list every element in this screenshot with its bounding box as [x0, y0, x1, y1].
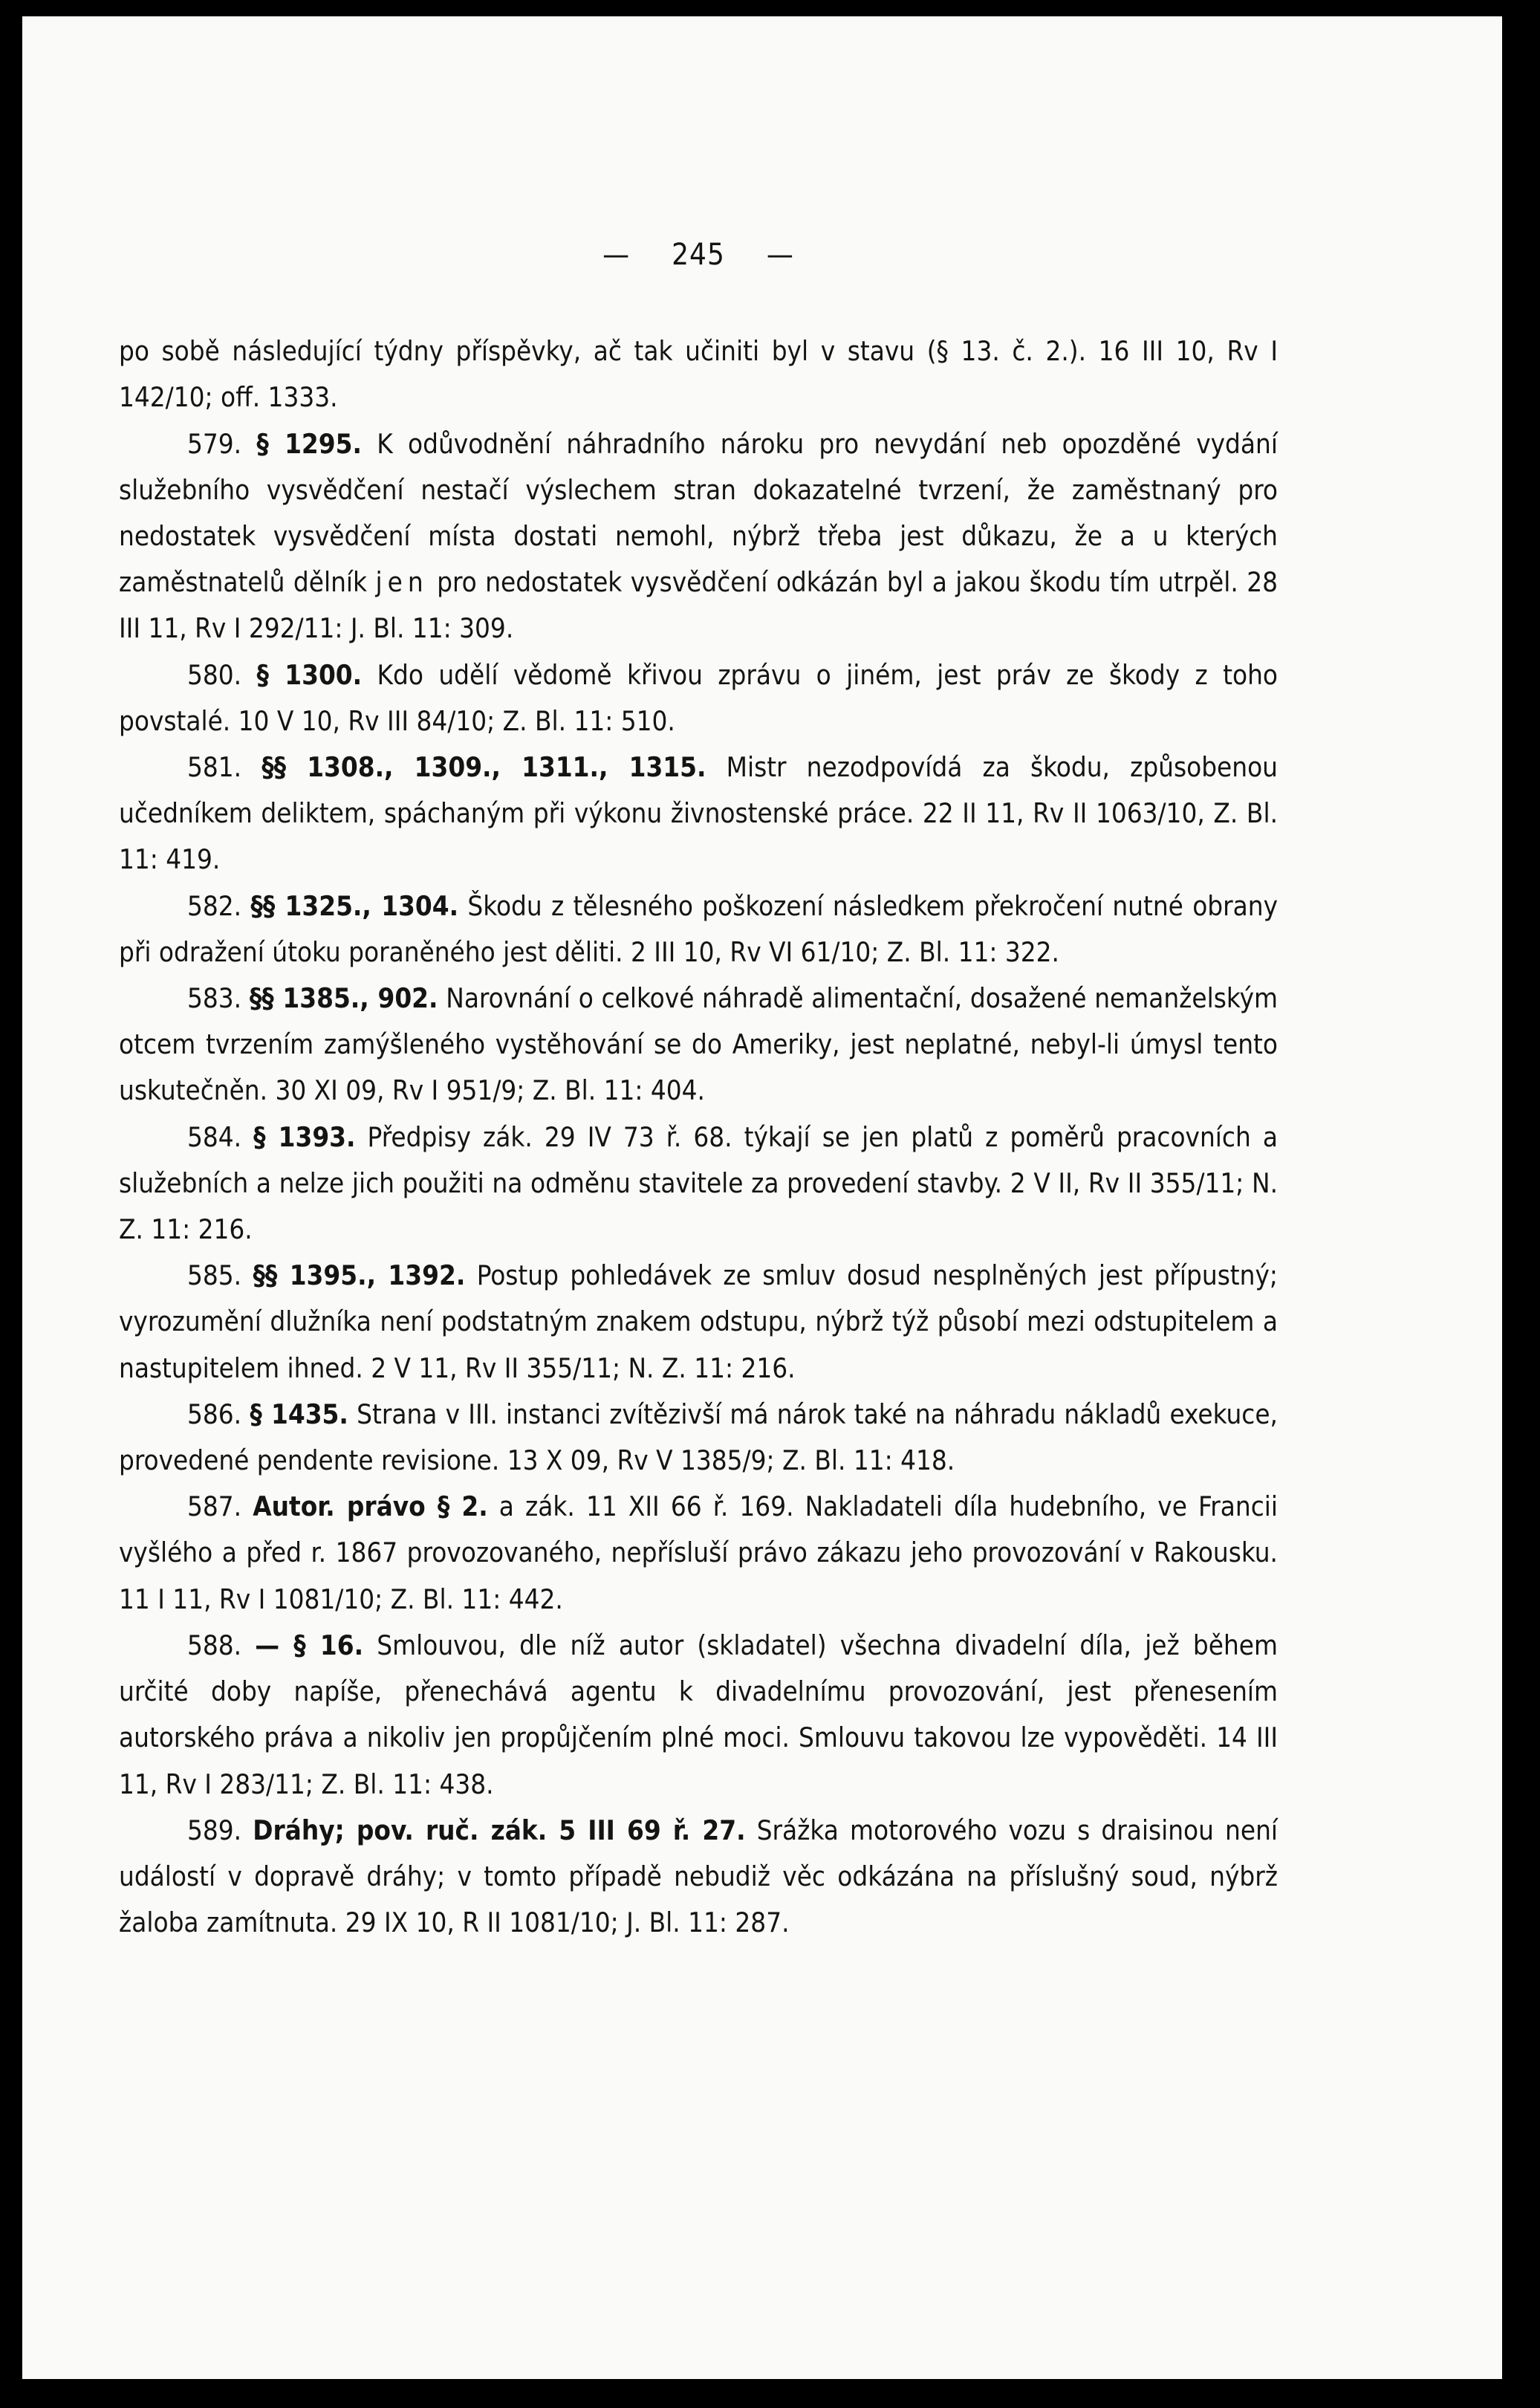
entry-text: a zák. 11 XII 66 ř. 169. Nakladateli díla hudebního, ve Francii vyšlého a před r. 1867 provozovaného, nepřísluší právo zákazu jeho provozování v Rakousku. 11 I 11, Rv I 1081/10; Z. Bl. 11: 442. [119, 1490, 1278, 1615]
entry-number: 586. [187, 1398, 242, 1430]
entry-section: § 1435. [250, 1398, 348, 1430]
entry-section: §§ 1395., 1392. [253, 1259, 466, 1292]
page-header [119, 232, 1278, 278]
entry-text: Smlouvou, dle níž autor (skladatel) všechna divadelní díla, jež během určité doby napíše, přenechává agentu k divadelnímu provozování, jest přenesením autorského práva a nikoliv jen propůjčením plné moci. Smlouvu takovou lze vypověděti. 14 III 11, Rv I 283/11; Z. Bl. 11: 438. [119, 1629, 1278, 1800]
entry-586 [119, 1392, 1278, 1484]
entry-582 [119, 883, 1278, 976]
entry-text: Narovnání o celkové náhradě alimentační, dosažené nemanželským otcem tvrzením zamýšleného vystěhování se do Ameriky, jest neplatné, nebyl-li úmysl tento uskutečněn. 30 XI 09, Rv I 951/9; Z. Bl. 11: 404. [119, 982, 1278, 1107]
entry-text: K odůvodnění náhradního nároku pro nevydání neb opozděné vydání služebního vysvědčení nestačí výslechem stran dokazatelné tvrzení, že zaměstnaný pro nedostatek vysvědčení místa dostati nemohl, nýbrž třeba jest důkazu, že a u kterých zaměstnatelů dělník [119, 427, 1278, 599]
entry-581 [119, 744, 1278, 883]
entry-number: 585. [187, 1259, 242, 1292]
entry-number: 580. [187, 658, 242, 691]
entry-text: Postup pohledávek ze smluv dosud nesplněných jest přípustný; vyrozumění dlužníka není podstatným znakem odstupu, nýbrž týž působí mezi odstupitelem a nastupitelem ihned. 2 V 11, Rv II 355/11; N. Z. 11: 216. [119, 1259, 1278, 1384]
entry-number: 582. [187, 889, 242, 922]
entry-text: Předpisy zák. 29 IV 73 ř. 68. týkají se jen platů z poměrů pracovních a služebních a nelze jich použiti na odměnu stavitele za provedení stavby. 2 V II, Rv II 355/11; N. Z. 11: 216. [119, 1120, 1278, 1246]
entry-583 [119, 976, 1278, 1114]
entry-584 [119, 1114, 1278, 1253]
entry-579 [119, 421, 1278, 652]
entry-585 [119, 1253, 1278, 1392]
entry-text: Srážka motorového vozu s draisinou není událostí v dopravě dráhy; v tomto případě nebudiž věc odkázána na příslušný soud, nýbrž žaloba zamítnuta. 29 IX 10, R II 1081/10; J. Bl. 11: 287. [119, 1814, 1279, 1939]
entry-580 [119, 652, 1278, 744]
entry-section: Autor. právo § 2. [253, 1490, 488, 1523]
entry-number: 587. [187, 1490, 242, 1523]
folio-dash-left: — [602, 238, 631, 272]
entry-589 [119, 1808, 1278, 1947]
folio-dash-right: — [766, 238, 794, 272]
entry-section: Dráhy; pov. ruč. zák. 5 III 69 ř. 27. [253, 1814, 746, 1846]
entry-number: 584. [187, 1120, 242, 1153]
page-text [119, 232, 1278, 1946]
entry-text: pro nedostatek vysvědčení odkázán byl a jakou škodu tím utrpěl. 28 III 11, Rv I 292/11: J. Bl. 11: 309. [119, 566, 1278, 645]
entry-text: Mistr nezodpovídá za škodu, způsobenou učedníkem deliktem, spáchaným při výkonu živnostenské práce. 22 II 11, Rv II 1063/10, Z. Bl. 11: 419. [119, 751, 1278, 876]
entry-text-spaced: jen [375, 566, 429, 599]
entry-number: 579. [187, 427, 242, 460]
entry-number: 588. [187, 1629, 242, 1661]
entry-section: §§ 1308., 1309., 1311., 1315. [261, 751, 706, 784]
book-page [22, 16, 1502, 2379]
entry-text: Strana v III. instanci zvítězivší má nárok také na náhradu nákladů exekuce, provedené pendente revisione. 13 X 09, Rv V 1385/9; Z. Bl. 11: 418. [119, 1398, 1278, 1477]
entry-number: 589. [187, 1814, 242, 1846]
entry-section: §§ 1325., 1304. [250, 889, 459, 922]
entry-section: — § 16. [255, 1629, 364, 1661]
entry-text: Škodu z tělesného poškození následkem překročení nutné obrany při odražení útoku poraněného jest děliti. 2 III 10, Rv VI 61/10; Z. Bl. 11: 322. [119, 889, 1278, 968]
entry-section: §§ 1385., 902. [249, 982, 438, 1015]
continuation-paragraph: po sobě následující týdny příspěvky, ač tak učiniti byl v stavu (§ 13. č. 2.). 16 III 10, Rv I 142/10; off. 1333. [119, 335, 1278, 414]
page-number: 245 [672, 238, 725, 272]
entry-section: § 1393. [253, 1120, 356, 1153]
entry-number: 581. [187, 751, 242, 784]
entry-text: Kdo udělí vědomě křivou zprávu o jiném, jest práv ze škody z toho povstalé. 10 V 10, Rv III 84/10; Z. Bl. 11: 510. [119, 658, 1278, 737]
entry-588 [119, 1623, 1278, 1808]
entry-section: § 1300. [256, 658, 363, 691]
entry-number: 583. [187, 982, 242, 1015]
entry-section: § 1295. [256, 427, 362, 460]
entry-587 [119, 1484, 1278, 1623]
